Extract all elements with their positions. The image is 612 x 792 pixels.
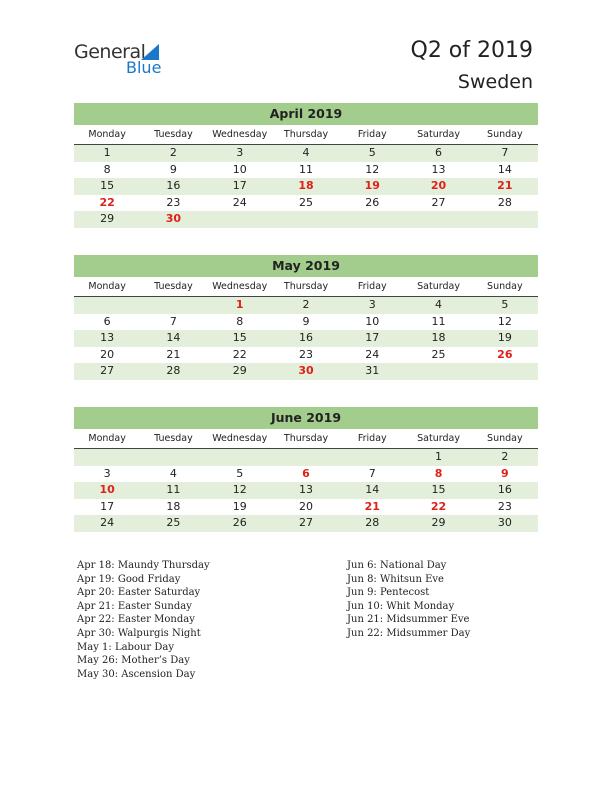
holiday-entry: Apr 21: Easter Sunday bbox=[77, 600, 192, 612]
day-cell: 30 bbox=[298, 364, 314, 377]
day-cell: 21 bbox=[166, 347, 181, 361]
day-cell bbox=[74, 449, 140, 466]
week-row bbox=[74, 363, 538, 380]
day-cell: 26 bbox=[497, 347, 513, 361]
day-cell: 11 bbox=[431, 314, 446, 328]
day-cell: 26 bbox=[365, 195, 380, 209]
weekday-label: Thursday bbox=[283, 281, 329, 292]
day-cell bbox=[472, 211, 538, 228]
holiday-entry: Apr 18: Maundy Thursday bbox=[77, 560, 210, 571]
logo bbox=[74, 41, 184, 81]
holiday-entry: Jun 9: Pentecost bbox=[347, 587, 430, 599]
day-cell: 9 bbox=[169, 162, 177, 176]
day-cell: 4 bbox=[169, 466, 177, 480]
day-cell: 28 bbox=[365, 516, 380, 529]
holiday-entry: Jun 8: Whitsun Eve bbox=[347, 573, 444, 585]
weekday-label: Tuesday bbox=[154, 129, 193, 140]
day-cell: 17 bbox=[232, 179, 247, 192]
day-cell: 13 bbox=[431, 162, 446, 176]
week-row bbox=[74, 466, 538, 483]
weekday-label: Saturday bbox=[417, 129, 460, 140]
weekday-label: Sunday bbox=[487, 281, 523, 292]
week-row bbox=[74, 330, 538, 347]
holiday-entry: Jun 22: Midsummer Day bbox=[347, 627, 471, 639]
day-cell bbox=[74, 297, 140, 314]
weekday-header-row bbox=[74, 430, 538, 449]
day-cell: 20 bbox=[430, 179, 447, 192]
day-cell: 22 bbox=[430, 499, 447, 513]
holiday-entry: Jun 21: Midsummer Eve bbox=[347, 614, 470, 626]
day-cell: 31 bbox=[365, 364, 380, 377]
week-row bbox=[74, 499, 538, 516]
day-cell bbox=[472, 363, 538, 380]
day-cell: 13 bbox=[100, 331, 115, 344]
day-cell: 7 bbox=[368, 466, 376, 480]
day-cell: 29 bbox=[100, 212, 115, 225]
day-cell: 25 bbox=[166, 516, 181, 529]
week-row bbox=[74, 314, 538, 331]
day-cell: 19 bbox=[364, 179, 380, 192]
day-cell bbox=[140, 449, 206, 466]
day-cell: 17 bbox=[100, 499, 115, 513]
day-cell: 29 bbox=[431, 516, 446, 529]
day-cell: 14 bbox=[365, 483, 380, 496]
logo-blue-text: Blue bbox=[126, 58, 162, 77]
day-cell: 8 bbox=[434, 466, 443, 480]
day-cell: 17 bbox=[365, 331, 380, 344]
day-cell bbox=[140, 297, 206, 314]
day-cell: 5 bbox=[368, 146, 376, 159]
day-cell: 10 bbox=[365, 314, 380, 328]
day-cell: 14 bbox=[166, 331, 181, 344]
day-cell bbox=[405, 211, 471, 228]
day-cell: 6 bbox=[302, 466, 310, 480]
day-cell: 12 bbox=[365, 162, 380, 176]
weekday-label: Wednesday bbox=[212, 281, 268, 292]
week-row bbox=[74, 449, 538, 466]
week-row bbox=[74, 162, 538, 179]
day-cell: 28 bbox=[497, 195, 512, 209]
weekday-label: Thursday bbox=[283, 433, 329, 444]
day-cell: 18 bbox=[166, 499, 181, 513]
weekday-label: Wednesday bbox=[212, 129, 268, 140]
day-cell: 3 bbox=[103, 466, 111, 480]
day-cell bbox=[273, 449, 339, 466]
holiday-entry: Jun 10: Whit Monday bbox=[347, 600, 455, 612]
day-cell: 7 bbox=[501, 146, 509, 159]
month-april bbox=[74, 103, 538, 228]
day-cell: 27 bbox=[100, 364, 115, 377]
day-cell: 2 bbox=[501, 450, 509, 463]
day-cell: 23 bbox=[497, 499, 512, 513]
day-cell: 13 bbox=[298, 483, 313, 496]
week-row bbox=[74, 211, 538, 228]
day-cell: 22 bbox=[99, 195, 115, 209]
day-cell: 15 bbox=[232, 331, 247, 344]
day-cell: 6 bbox=[435, 146, 443, 159]
day-cell: 24 bbox=[232, 195, 247, 209]
day-cell: 15 bbox=[100, 179, 115, 192]
weekday-label: Tuesday bbox=[154, 281, 193, 292]
month-header: May 2019 bbox=[74, 255, 538, 277]
weekday-label: Monday bbox=[88, 129, 126, 140]
day-cell: 22 bbox=[232, 347, 247, 361]
day-cell: 5 bbox=[236, 466, 244, 480]
logo-general-text: General bbox=[74, 41, 146, 63]
holiday-entry: May 1: Labour Day bbox=[77, 641, 174, 653]
holiday-entry: May 26: Mother’s Day bbox=[77, 655, 190, 667]
day-cell bbox=[339, 449, 405, 466]
day-cell: 18 bbox=[298, 179, 314, 192]
day-cell: 8 bbox=[236, 314, 244, 328]
day-cell: 10 bbox=[232, 162, 247, 176]
weekday-header-row bbox=[74, 278, 538, 297]
weekday-label: Monday bbox=[88, 281, 126, 292]
day-cell: 1 bbox=[235, 298, 244, 311]
day-cell: 9 bbox=[302, 314, 310, 328]
month-may bbox=[74, 255, 538, 380]
day-cell: 30 bbox=[165, 212, 182, 225]
day-cell bbox=[273, 211, 339, 228]
page-title: Q2 of 2019 bbox=[410, 38, 533, 63]
day-cell: 2 bbox=[169, 146, 177, 159]
holiday-entry: Jun 6: National Day bbox=[347, 560, 447, 571]
day-cell: 24 bbox=[100, 516, 115, 529]
day-cell: 4 bbox=[435, 298, 443, 311]
day-cell: 4 bbox=[302, 146, 310, 159]
day-cell: 5 bbox=[501, 298, 509, 311]
week-row bbox=[74, 145, 538, 162]
day-cell: 10 bbox=[99, 483, 115, 496]
day-cell: 16 bbox=[166, 179, 181, 192]
day-cell: 11 bbox=[166, 483, 181, 496]
day-cell bbox=[207, 211, 273, 228]
weekday-label: Saturday bbox=[417, 281, 460, 292]
holiday-entry: May 30: Ascension Day bbox=[77, 668, 196, 680]
week-row bbox=[74, 347, 538, 364]
day-cell: 24 bbox=[365, 347, 380, 361]
day-cell: 21 bbox=[364, 499, 380, 513]
day-cell: 14 bbox=[497, 162, 512, 176]
day-cell: 25 bbox=[431, 347, 446, 361]
weekday-label: Saturday bbox=[417, 433, 460, 444]
weekday-label: Sunday bbox=[487, 129, 523, 140]
weekday-label: Friday bbox=[357, 129, 387, 140]
week-row bbox=[74, 297, 538, 314]
day-cell: 26 bbox=[232, 516, 247, 529]
day-cell: 16 bbox=[298, 331, 313, 344]
weekday-label: Sunday bbox=[487, 433, 523, 444]
day-cell: 12 bbox=[232, 483, 247, 496]
holiday-entry: Apr 22: Easter Monday bbox=[77, 614, 195, 626]
weekday-label: Wednesday bbox=[212, 433, 268, 444]
day-cell: 2 bbox=[302, 298, 310, 311]
weekday-header-row bbox=[74, 126, 538, 145]
day-cell: 12 bbox=[497, 314, 512, 328]
week-row bbox=[74, 482, 538, 499]
day-cell: 23 bbox=[298, 347, 313, 361]
day-cell: 25 bbox=[298, 195, 313, 209]
holiday-entry: Apr 19: Good Friday bbox=[77, 573, 181, 585]
day-cell: 21 bbox=[497, 179, 513, 192]
day-cell: 1 bbox=[435, 450, 443, 463]
day-cell: 20 bbox=[100, 347, 115, 361]
day-cell bbox=[405, 363, 471, 380]
day-cell: 11 bbox=[298, 162, 313, 176]
month-header: April 2019 bbox=[74, 103, 538, 125]
day-cell: 1 bbox=[103, 146, 111, 159]
day-cell: 28 bbox=[166, 364, 181, 377]
day-cell: 27 bbox=[298, 516, 313, 529]
week-row bbox=[74, 178, 538, 195]
day-cell: 9 bbox=[501, 466, 509, 480]
day-cell bbox=[207, 449, 273, 466]
week-row bbox=[74, 195, 538, 212]
weekday-label: Friday bbox=[357, 433, 387, 444]
day-cell: 3 bbox=[368, 298, 376, 311]
day-cell: 8 bbox=[103, 162, 111, 176]
day-cell: 3 bbox=[236, 146, 244, 159]
day-cell: 16 bbox=[497, 483, 512, 496]
holiday-entry: Apr 30: Walpurgis Night bbox=[77, 627, 201, 639]
day-cell: 19 bbox=[497, 331, 512, 344]
day-cell: 23 bbox=[166, 195, 181, 209]
weekday-label: Friday bbox=[357, 281, 387, 292]
day-cell: 27 bbox=[431, 195, 446, 209]
day-cell: 6 bbox=[103, 314, 111, 328]
weekday-label: Thursday bbox=[283, 129, 329, 140]
holiday-entry: Apr 20: Easter Saturday bbox=[77, 587, 201, 599]
day-cell: 15 bbox=[431, 483, 446, 496]
day-cell bbox=[339, 211, 405, 228]
month-june bbox=[74, 407, 538, 532]
day-cell: 7 bbox=[169, 314, 177, 328]
day-cell: 19 bbox=[232, 499, 247, 513]
holiday-list-left bbox=[77, 559, 210, 681]
day-cell: 29 bbox=[232, 364, 247, 377]
country-name: Sweden bbox=[457, 71, 533, 93]
day-cell: 18 bbox=[431, 331, 446, 344]
week-row bbox=[74, 515, 538, 532]
day-cell: 30 bbox=[497, 516, 512, 529]
weekday-label: Tuesday bbox=[154, 433, 193, 444]
holiday-list-right bbox=[347, 559, 470, 641]
weekday-label: Monday bbox=[88, 433, 126, 444]
day-cell: 20 bbox=[298, 499, 313, 513]
month-header: June 2019 bbox=[74, 407, 538, 429]
